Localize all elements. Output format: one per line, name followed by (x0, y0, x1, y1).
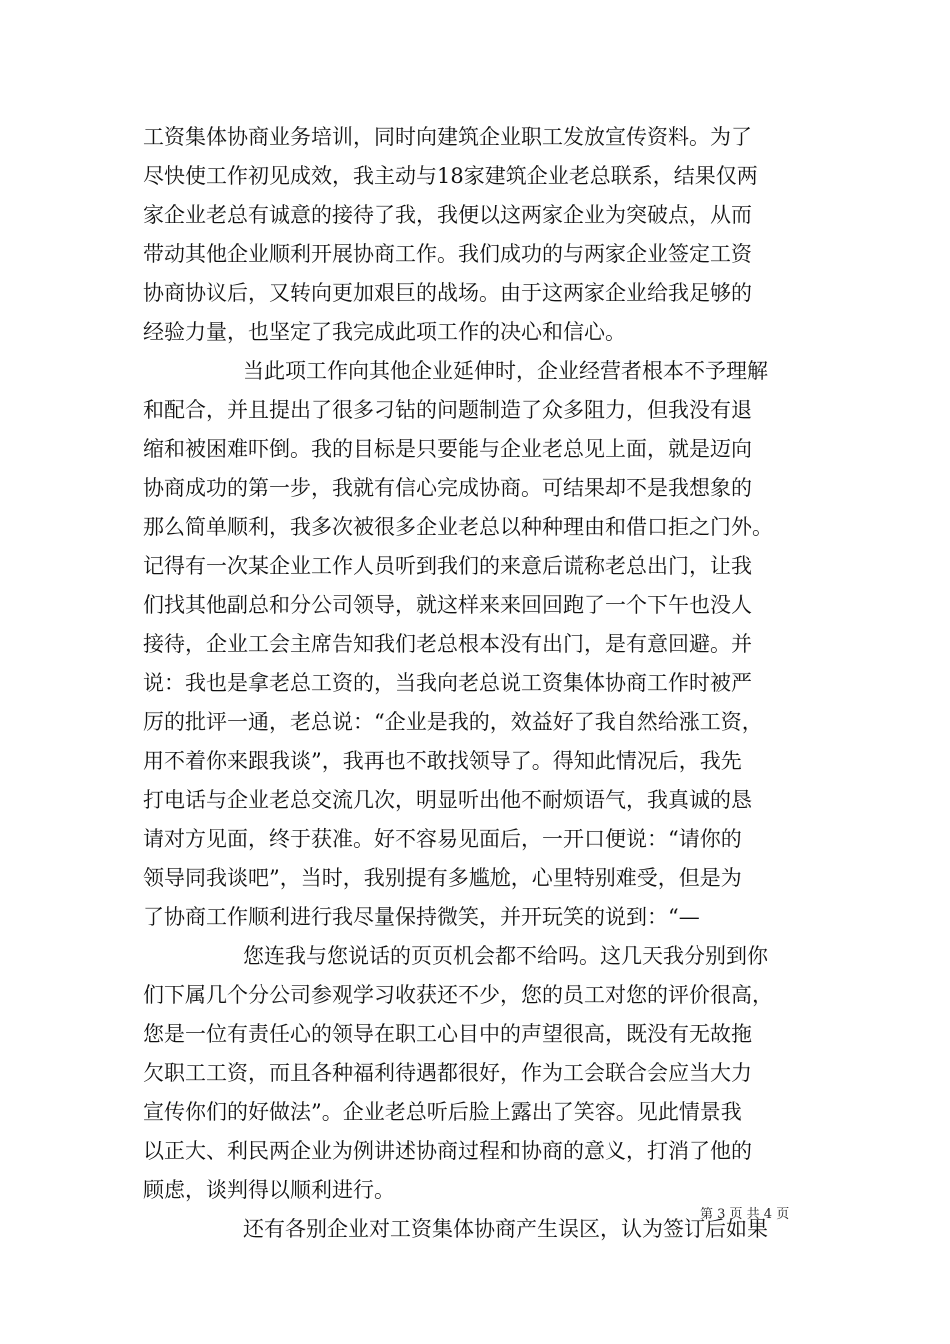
text-line: 打电话与企业老总交流几次，明显听出他不耐烦语气，我真诚的恳 (143, 788, 752, 812)
text-line: 那么简单顺利，我多次被很多企业老总以种种理由和借口拒之门外。 (143, 515, 773, 539)
text-line: 厉的批评一通，老总说：“企业是我的，效益好了我自然给涨工资， (143, 710, 763, 734)
text-line: 用不着你来跟我谈”，我再也不敢找领导了。得知此情况后，我先 (143, 749, 742, 773)
text-line: 尽快使工作初见成效，我主动与18家建筑企业老总联系，结果仅两 (143, 164, 758, 188)
text-line: 说：我也是拿老总工资的，当我向老总说工资集体协商工作时被严 (143, 671, 752, 695)
text-line: 和配合，并且提出了很多刁钻的问题制造了众多阻力，但我没有退 (143, 398, 752, 422)
text-line: 们下属几个分公司参观学习收获还不少，您的员工对您的评价很高， (143, 983, 773, 1007)
text-line: 顾虑，谈判得以顺利进行。 (143, 1178, 395, 1202)
text-line: 工资集体协商业务培训，同时向建筑企业职工发放宣传资料。为了 (143, 125, 752, 149)
text-line: 以正大、利民两企业为例讲述协商过程和协商的意义，打消了他的 (143, 1139, 752, 1163)
text-line: 宣传你们的好做法”。企业老总听后脸上露出了笑容。见此情景我 (143, 1100, 742, 1124)
text-line: 带动其他企业顺利开展协商工作。我们成功的与两家企业签定工资 (143, 242, 752, 266)
text-line: 家企业老总有诚意的接待了我，我便以这两家企业为突破点，从而 (143, 203, 752, 227)
text-line: 接待，企业工会主席告知我们老总根本没有出门，是有意回避。并 (143, 632, 752, 656)
page-number-footer: 第 3 页 共 4 页 (700, 1207, 790, 1222)
paragraph-start-line: 还有各别企业对工资集体协商产生误区，认为签订后如果 (243, 1217, 768, 1241)
text-line: 协商协议后，又转向更加艰巨的战场。由于这两家企业给我足够的 (143, 281, 752, 305)
text-line: 领导同我谈吧”，当时，我别提有多尴尬，心里特别难受，但是为 (143, 866, 742, 890)
text-line: 请对方见面，终于获准。好不容易见面后，一开口便说：“请你的 (143, 827, 742, 851)
text-line: 了协商工作顺利进行我尽量保持微笑，并开玩笑的说到：“— (143, 905, 700, 929)
text-line: 经验力量，也坚定了我完成此项工作的决心和信心。 (143, 320, 626, 344)
text-line: 缩和被困难吓倒。我的目标是只要能与企业老总见上面，就是迈向 (143, 437, 752, 461)
text-line: 您是一位有责任心的领导在职工心目中的声望很高，既没有无故拖 (143, 1022, 752, 1046)
text-line: 协商成功的第一步，我就有信心完成协商。可结果却不是我想象的 (143, 476, 752, 500)
text-line: 记得有一次某企业工作人员听到我们的来意后谎称老总出门，让我 (143, 554, 752, 578)
text-line: 欠职工工资，而且各种福利待遇都很好，作为工会联合会应当大力 (143, 1061, 752, 1085)
text-line: 们找其他副总和分公司领导，就这样来来回回跑了一个下午也没人 (143, 593, 752, 617)
paragraph-start-line: 当此项工作向其他企业延伸时，企业经营者根本不予理解 (243, 359, 768, 383)
body-text (143, 118, 823, 1249)
paragraph-start-line: 您连我与您说话的页页机会都不给吗。这几天我分别到你 (243, 944, 768, 968)
